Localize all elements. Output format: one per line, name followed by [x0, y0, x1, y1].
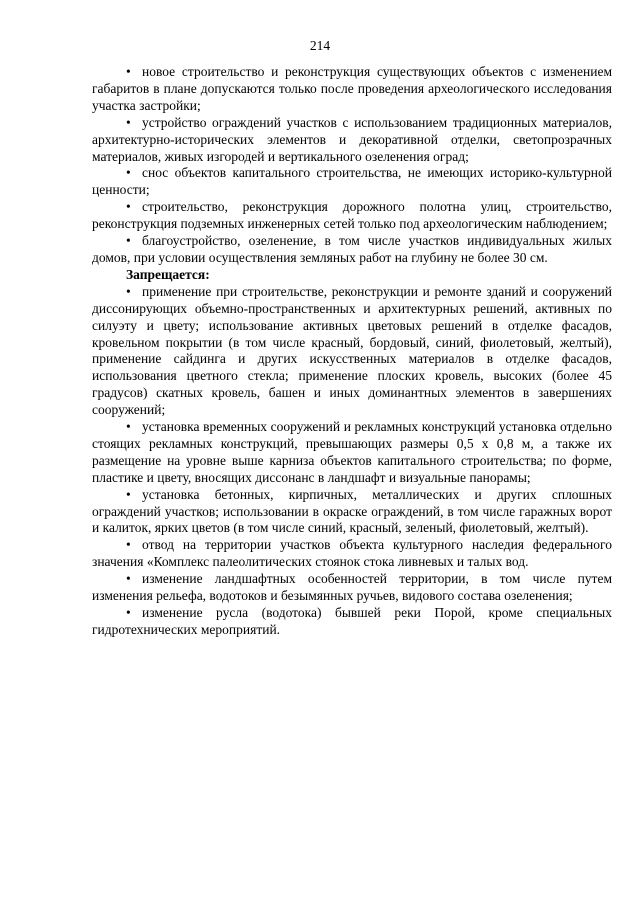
list-item — [92, 233, 612, 267]
page-body — [92, 64, 612, 639]
bullet-icon: • — [126, 64, 131, 79]
bullet-icon: • — [126, 114, 131, 130]
bullet-icon: • — [126, 165, 131, 181]
list-item — [92, 165, 612, 199]
bullet-icon: • — [126, 283, 131, 299]
page-number: 214 — [309, 38, 331, 53]
list-item — [92, 571, 612, 605]
list-item-text: устройство ограждений участков с использованием традиционных материалов, архитектурно-исторических элементов и декоративной отделки, светопрозрачных материалов, живых изгородей и вертикального озеленения оград; — [92, 114, 612, 164]
list-item — [92, 605, 612, 639]
bullet-icon: • — [126, 537, 131, 553]
bullet-icon: • — [126, 486, 131, 502]
list-item-text: снос объектов капитального строительства, не имеющих историко-культурной ценности; — [92, 165, 612, 198]
bullet-icon: • — [126, 233, 131, 249]
list-item-text: благоустройство, озеленение, в том числе участков индивидуальных жилых домов, при условии осуществления земляных работ на глубину не более 30 см. — [92, 233, 612, 265]
list-item-text: новое строительство и реконструкция существующих объектов с изменением габаритов в плане допускаются только после проведения археологического исследования участка застройки; — [92, 64, 612, 113]
list-item — [92, 284, 612, 419]
list-item — [92, 199, 612, 233]
list-item-text: установка бетонных, кирпичных, металлических и других сплошных ограждений участков; использовании в окраске ограждений, в том числе гаражных ворот и калиток, ярких цветов (в том числе синий, красный, зеленый, фиолетовый, желтый). — [92, 486, 612, 536]
list-item-text: установка временных сооружений и рекламных конструкций установка отдельно стоящих рекламных конструкций, превышающих размеры 0,5 х 0,8 м, а также их размещение на уровне выше карниза объектов капитального строительства; по форме, пластике и цвету, вносящих диссонанс в ландшафт и визуальные панорамы; — [92, 419, 612, 485]
section-heading-prohibited: Запрещается: — [126, 266, 210, 282]
list-item — [92, 419, 612, 487]
bullet-icon: • — [126, 571, 131, 587]
list-item-text: отвод на территории участков объекта культурного наследия федерального значения «Комплекс палеолитических стоянок стока ливневых и талых вод. — [92, 537, 612, 570]
list-item-text: изменение ландшафтных особенностей территории, в том числе путем изменения рельефа, водотоков и безымянных ручьев, видового состава озеленения; — [92, 571, 612, 604]
list-item — [92, 537, 612, 571]
list-item — [92, 487, 612, 538]
bullet-icon: • — [126, 605, 131, 620]
list-item-text: применение при строительстве, реконструкции и ремонте зданий и сооружений диссонирующих объемно-пространственных и архитектурных решений, активных по силуэту и цвету; использование активных цветовых решений в отделке фасадов, кровельном покрытии (в том числе красный, бордовый, синий, фиолетовый, желтый), применение сайдинга и других искусственных материалов в отделке фасадов, использования цветного стекла; применение плоских кровель, высоких (более 45 градусов) скатных кровель, башен и иных доминантных элементов в завершениях сооружений; — [92, 283, 612, 418]
bullet-icon: • — [126, 199, 131, 215]
list-item — [92, 115, 612, 166]
bullet-icon: • — [126, 419, 131, 435]
list-item — [92, 64, 612, 115]
list-item-text: изменение русла (водотока) бывшей реки Порой, кроме специальных гидротехнических мероприятий. — [92, 605, 612, 637]
list-item-text: строительство, реконструкция дорожного полотна улиц, строительство, реконструкция подземных инженерных сетей только под археологическим наблюдением; — [92, 199, 612, 232]
